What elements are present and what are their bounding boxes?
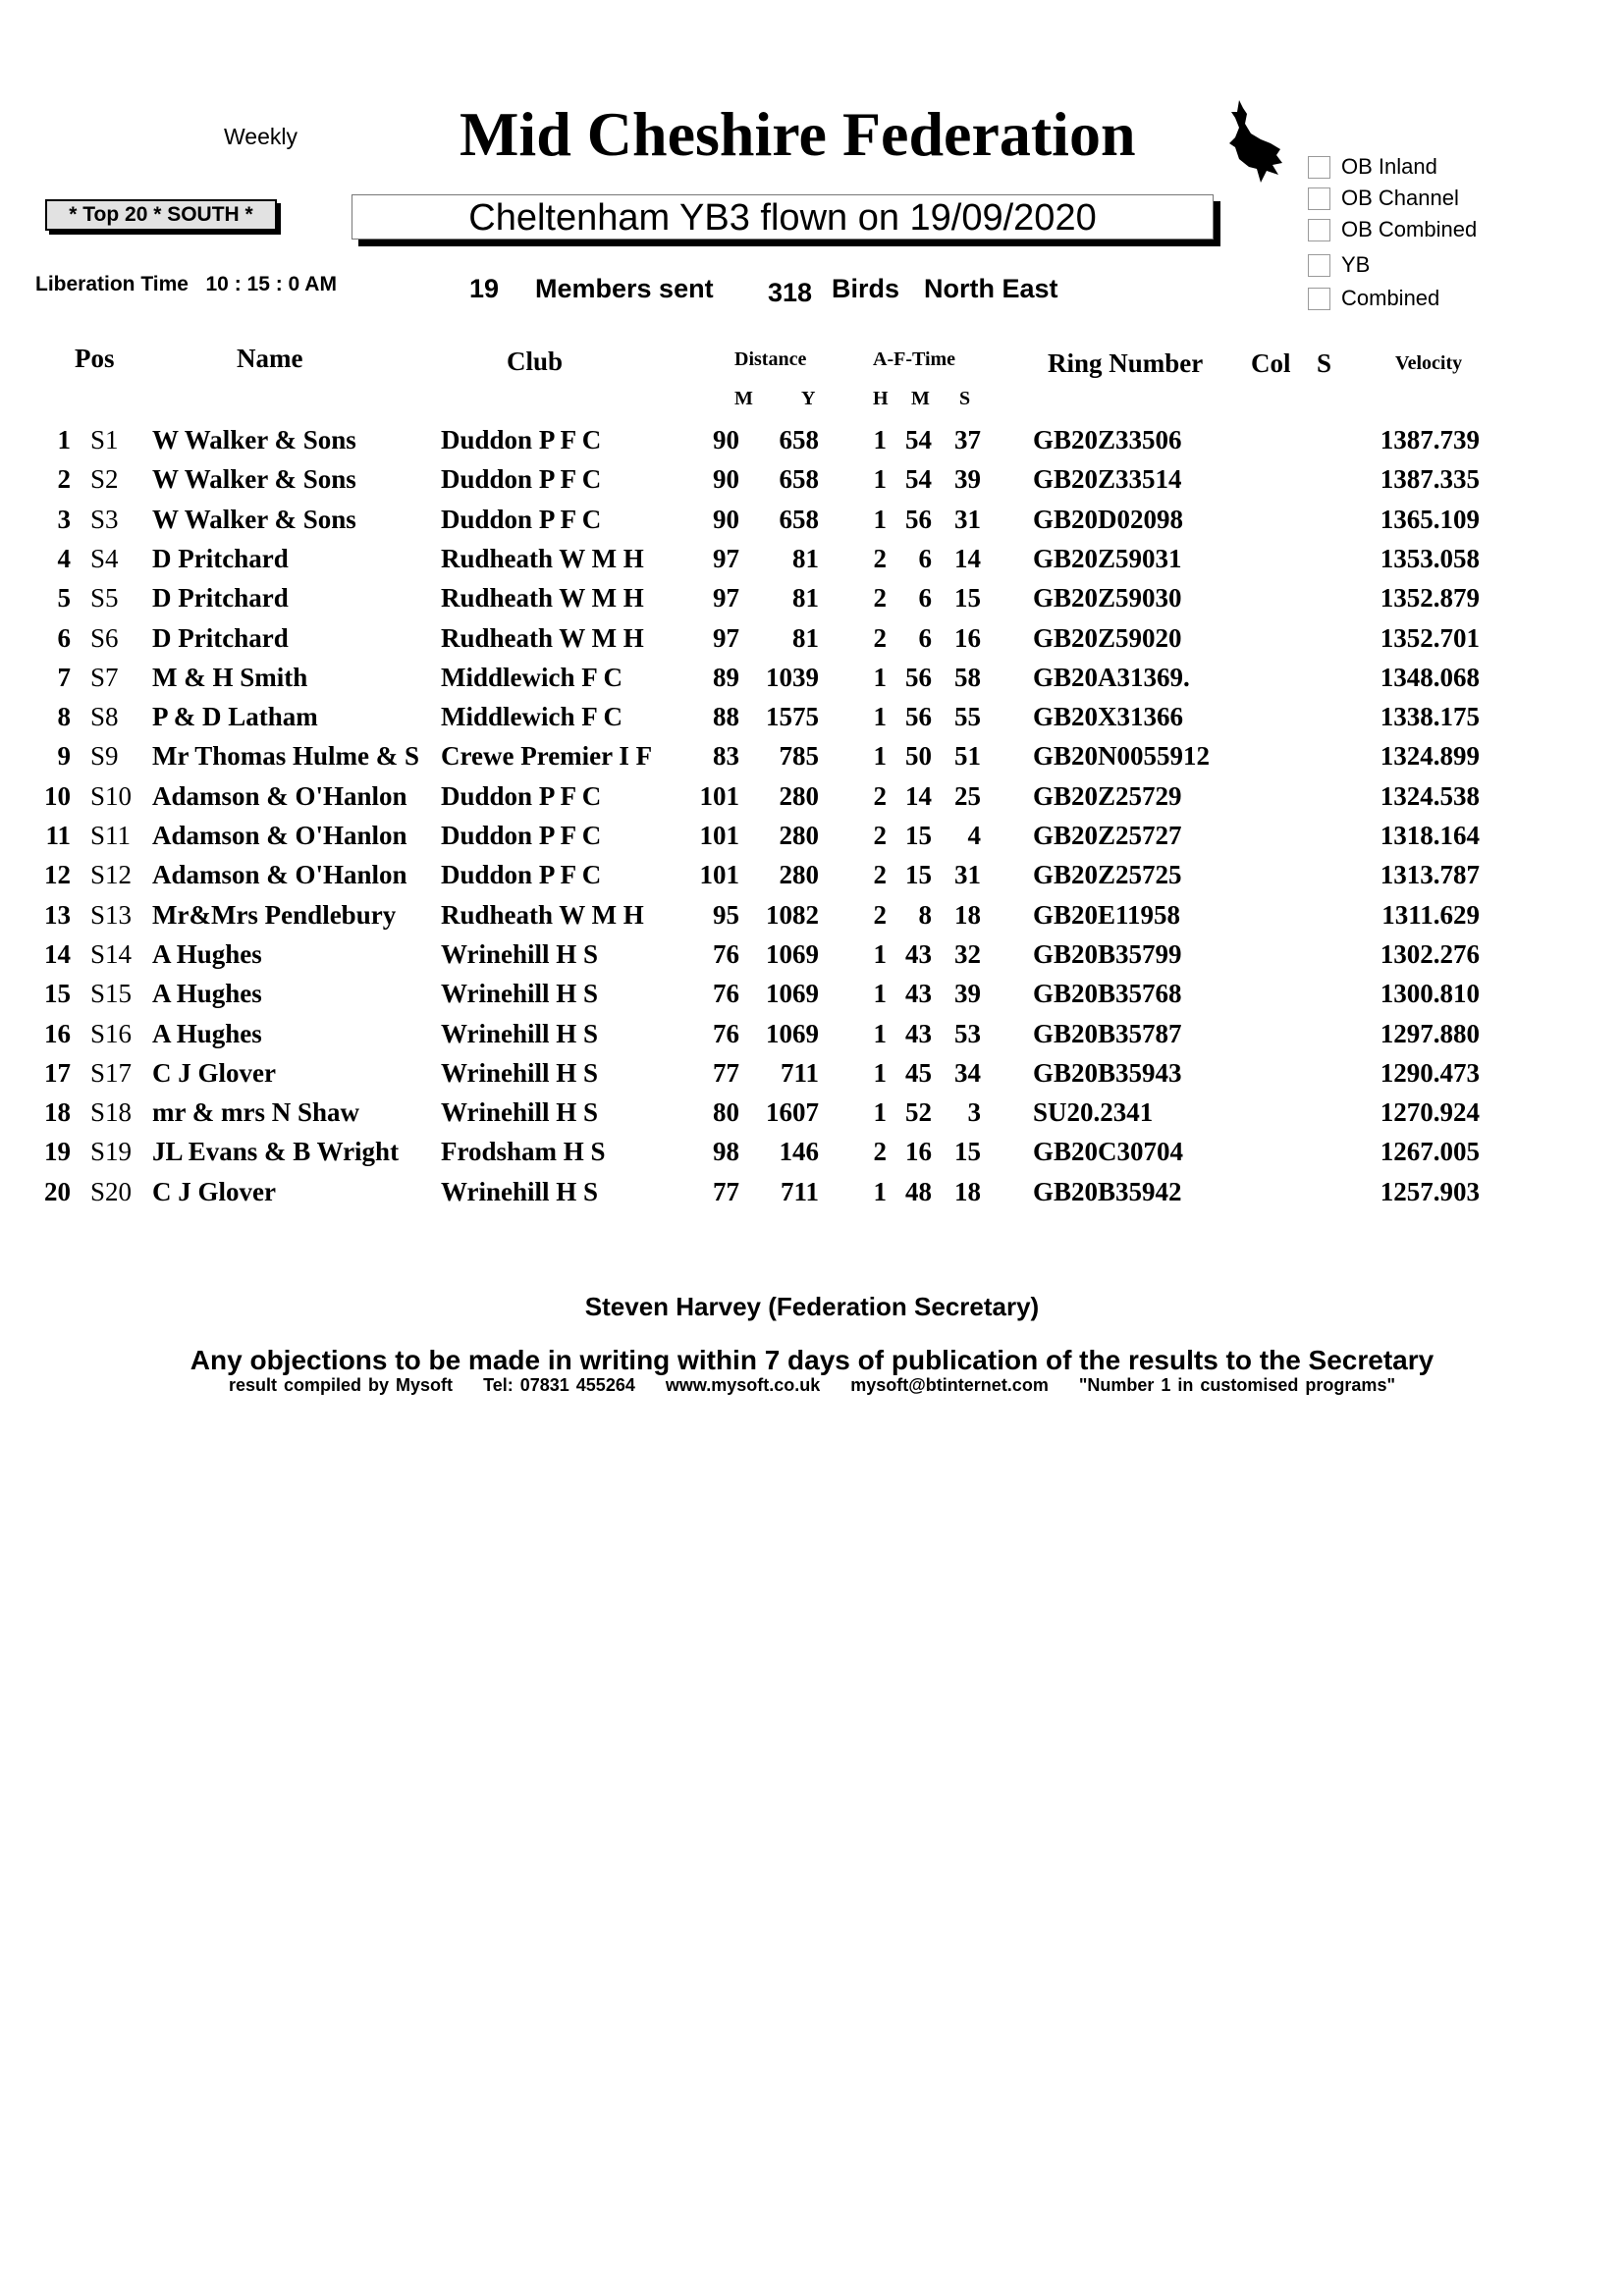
row-section: S19 xyxy=(90,1137,133,1167)
row-club: Rudheath W M H xyxy=(441,899,644,930)
row-section: S14 xyxy=(90,938,133,969)
row-yards: 785 xyxy=(779,741,819,772)
row-yards: 280 xyxy=(779,780,819,811)
row-minutes: 50 xyxy=(905,741,932,772)
row-name: D Pritchard xyxy=(152,583,289,614)
row-yards: 711 xyxy=(780,1176,819,1206)
row-velocity: 1297.880 xyxy=(1380,1018,1480,1048)
row-ring-number: GB20E11958 xyxy=(1033,899,1181,930)
row-miles: 90 xyxy=(713,504,739,534)
row-minutes: 48 xyxy=(905,1176,932,1206)
row-minutes: 8 xyxy=(918,899,932,930)
row-hours: 2 xyxy=(873,622,887,653)
row-ring-number: GB20D02098 xyxy=(1033,504,1184,534)
row-ring-number: GB20N0055912 xyxy=(1033,741,1211,772)
objections-note: Any objections to be made in writing within 7 days of publication of the results to the Secretary xyxy=(189,1345,1435,1375)
row-position: 11 xyxy=(45,821,71,850)
col-header-velocity: Velocity xyxy=(1395,352,1463,374)
checkbox-icon[interactable] xyxy=(1308,219,1330,241)
row-club: Crewe Premier I F xyxy=(441,741,653,772)
row-velocity: 1352.701 xyxy=(1380,622,1480,653)
members-label: Members sent xyxy=(535,274,714,303)
compiler-slogan: "Number 1 in customised programs" xyxy=(1078,1375,1395,1395)
row-hours: 1 xyxy=(873,464,887,495)
row-position: 1 xyxy=(57,425,71,454)
table-row xyxy=(0,500,1624,539)
row-club: Rudheath W M H xyxy=(441,622,644,653)
row-hours: 1 xyxy=(873,1057,887,1088)
col-header-ring: Ring Number xyxy=(1048,348,1204,378)
row-position: 12 xyxy=(44,860,71,890)
row-hours: 1 xyxy=(873,1097,887,1128)
row-velocity: 1318.164 xyxy=(1380,821,1480,850)
option-ob-channel[interactable] xyxy=(1308,186,1459,215)
checkbox-icon[interactable] xyxy=(1308,254,1330,277)
table-row xyxy=(0,1132,1624,1171)
row-minutes: 14 xyxy=(905,780,932,811)
row-section: S20 xyxy=(90,1176,133,1206)
row-section: S18 xyxy=(90,1097,133,1128)
row-club: Wrinehill H S xyxy=(441,938,599,969)
option-label: Combined xyxy=(1341,286,1440,310)
row-miles: 101 xyxy=(699,780,739,811)
row-ring-number: GB20C30704 xyxy=(1033,1137,1184,1167)
row-name: Adamson & O'Hanlon xyxy=(152,780,407,811)
row-hours: 1 xyxy=(873,938,887,969)
row-club: Duddon P F C xyxy=(441,860,602,890)
row-velocity: 1290.473 xyxy=(1380,1057,1480,1088)
row-position: 6 xyxy=(57,622,71,653)
table-row xyxy=(0,736,1624,775)
row-yards: 711 xyxy=(780,1057,819,1088)
row-miles: 101 xyxy=(699,860,739,890)
row-miles: 90 xyxy=(713,425,739,454)
row-miles: 97 xyxy=(713,543,739,573)
row-velocity: 1387.335 xyxy=(1380,464,1480,495)
row-seconds: 31 xyxy=(954,504,981,534)
liberation-time xyxy=(35,273,337,296)
row-ring-number: SU20.2341 xyxy=(1033,1097,1154,1128)
section-badge: * Top 20 * SOUTH * xyxy=(45,199,277,231)
checkbox-icon[interactable] xyxy=(1308,156,1330,179)
row-minutes: 43 xyxy=(905,979,932,1009)
row-section: S1 xyxy=(90,425,119,454)
option-ob-combined[interactable] xyxy=(1308,217,1477,246)
row-yards: 1575 xyxy=(766,702,819,732)
row-position: 14 xyxy=(44,938,71,969)
row-name: M & H Smith xyxy=(152,662,308,692)
table-row xyxy=(0,855,1624,894)
table-row xyxy=(0,1053,1624,1093)
row-name: A Hughes xyxy=(152,1018,262,1048)
row-name: A Hughes xyxy=(152,938,262,969)
compiler-website[interactable]: www.mysoft.co.uk xyxy=(665,1375,821,1395)
row-position: 15 xyxy=(44,979,71,1009)
row-club: Middlewich F C xyxy=(441,662,623,692)
row-ring-number: GB20Z33506 xyxy=(1033,425,1182,454)
row-velocity: 1313.787 xyxy=(1380,860,1480,890)
row-hours: 1 xyxy=(873,662,887,692)
row-name: W Walker & Sons xyxy=(152,425,356,454)
compiler-phone: Tel: 07831 455264 xyxy=(483,1375,635,1395)
row-section: S10 xyxy=(90,780,133,811)
row-ring-number: GB20Z59031 xyxy=(1033,543,1182,573)
table-row xyxy=(0,895,1624,934)
row-miles: 77 xyxy=(713,1057,739,1088)
row-hours: 2 xyxy=(873,899,887,930)
row-seconds: 39 xyxy=(954,979,981,1009)
table-row xyxy=(0,1172,1624,1211)
row-ring-number: GB20Z25727 xyxy=(1033,821,1182,850)
row-section: S9 xyxy=(90,741,119,772)
row-section: S6 xyxy=(90,622,119,653)
table-row xyxy=(0,1093,1624,1132)
row-minutes: 15 xyxy=(905,821,932,850)
col-header-pos: Pos xyxy=(75,344,115,373)
row-section: S7 xyxy=(90,662,119,692)
birds-label: Birds xyxy=(832,274,900,303)
liberation-time-value: 10 : 15 : 0 AM xyxy=(205,273,337,295)
row-minutes: 6 xyxy=(918,583,932,614)
row-yards: 658 xyxy=(779,425,819,454)
row-name: D Pritchard xyxy=(152,622,289,653)
row-yards: 1607 xyxy=(766,1097,819,1128)
row-name: Mr Thomas Hulme & S xyxy=(152,741,420,772)
table-row xyxy=(0,776,1624,816)
row-hours: 1 xyxy=(873,1018,887,1048)
row-ring-number: GB20Z25725 xyxy=(1033,860,1182,890)
row-seconds: 34 xyxy=(954,1057,981,1088)
row-ring-number: GB20A31369. xyxy=(1033,662,1190,692)
col-subheader-miles: M xyxy=(734,388,753,409)
row-velocity: 1353.058 xyxy=(1380,543,1480,573)
row-section: S16 xyxy=(90,1018,133,1048)
row-hours: 2 xyxy=(873,1137,887,1167)
row-yards: 280 xyxy=(779,821,819,850)
table-row xyxy=(0,816,1624,855)
row-seconds: 4 xyxy=(967,821,981,850)
row-position: 4 xyxy=(57,543,71,573)
row-miles: 90 xyxy=(713,464,739,495)
row-club: Duddon P F C xyxy=(441,821,602,850)
row-minutes: 52 xyxy=(905,1097,932,1128)
table-row xyxy=(0,459,1624,499)
row-club: Duddon P F C xyxy=(441,504,602,534)
table-row xyxy=(0,934,1624,974)
row-seconds: 18 xyxy=(954,899,981,930)
checkbox-icon[interactable] xyxy=(1308,288,1330,310)
row-velocity: 1324.538 xyxy=(1380,780,1480,811)
row-velocity: 1324.899 xyxy=(1380,741,1480,772)
row-section: S8 xyxy=(90,702,119,732)
row-yards: 1069 xyxy=(766,979,819,1009)
col-subheader-seconds: S xyxy=(959,388,971,409)
row-miles: 77 xyxy=(713,1176,739,1206)
compiled-by: result compiled by Mysoft xyxy=(229,1375,454,1395)
row-hours: 1 xyxy=(873,702,887,732)
liberation-label: Liberation Time xyxy=(35,273,189,295)
option-yb[interactable] xyxy=(1308,252,1370,282)
row-hours: 1 xyxy=(873,1176,887,1206)
table-row xyxy=(0,618,1624,658)
row-name: C J Glover xyxy=(152,1057,276,1088)
row-ring-number: GB20Z59030 xyxy=(1033,583,1182,614)
row-section: S5 xyxy=(90,583,119,614)
row-name: Adamson & O'Hanlon xyxy=(152,821,407,850)
row-club: Middlewich F C xyxy=(441,702,623,732)
row-club: Wrinehill H S xyxy=(441,1176,599,1206)
row-name: P & D Latham xyxy=(152,702,318,732)
row-section: S2 xyxy=(90,464,119,495)
col-header-name: Name xyxy=(237,344,303,373)
row-position: 10 xyxy=(44,780,71,811)
row-yards: 81 xyxy=(792,622,819,653)
row-section: S3 xyxy=(90,504,119,534)
weekly-label: Weekly xyxy=(224,124,298,149)
row-velocity: 1352.879 xyxy=(1380,583,1480,614)
row-ring-number: GB20Z25729 xyxy=(1033,780,1182,811)
row-miles: 80 xyxy=(713,1097,739,1128)
row-seconds: 39 xyxy=(954,464,981,495)
row-ring-number: GB20Z59020 xyxy=(1033,622,1182,653)
row-yards: 1039 xyxy=(766,662,819,692)
row-seconds: 14 xyxy=(954,543,981,573)
row-hours: 2 xyxy=(873,583,887,614)
row-velocity: 1348.068 xyxy=(1380,662,1480,692)
row-club: Frodsham H S xyxy=(441,1137,606,1167)
row-miles: 98 xyxy=(713,1137,739,1167)
compiled-by-line xyxy=(0,1375,1624,1396)
row-seconds: 15 xyxy=(954,583,981,614)
row-seconds: 51 xyxy=(954,741,981,772)
row-miles: 76 xyxy=(713,1018,739,1048)
row-minutes: 54 xyxy=(905,464,932,495)
table-row xyxy=(0,974,1624,1013)
row-name: W Walker & Sons xyxy=(152,504,356,534)
col-header-club: Club xyxy=(507,347,564,376)
row-ring-number: GB20Z33514 xyxy=(1033,464,1182,495)
row-velocity: 1338.175 xyxy=(1380,702,1480,732)
row-miles: 88 xyxy=(713,702,739,732)
row-seconds: 31 xyxy=(954,860,981,890)
members-count: 19 xyxy=(469,274,500,303)
option-label: OB Channel xyxy=(1341,186,1459,210)
row-minutes: 6 xyxy=(918,622,932,653)
row-minutes: 6 xyxy=(918,543,932,573)
row-minutes: 54 xyxy=(905,425,932,454)
row-position: 2 xyxy=(57,464,71,495)
row-miles: 76 xyxy=(713,938,739,969)
row-club: Duddon P F C xyxy=(441,425,602,454)
row-position: 19 xyxy=(44,1137,71,1167)
row-club: Wrinehill H S xyxy=(441,1057,599,1088)
row-yards: 146 xyxy=(779,1137,819,1167)
row-name: A Hughes xyxy=(152,979,262,1009)
row-club: Duddon P F C xyxy=(441,464,602,495)
row-velocity: 1300.810 xyxy=(1380,979,1480,1009)
col-header-aftime: A-F-Time xyxy=(873,348,956,370)
row-hours: 1 xyxy=(873,425,887,454)
row-hours: 2 xyxy=(873,780,887,811)
row-club: Rudheath W M H xyxy=(441,583,644,614)
race-title-box xyxy=(352,194,1214,240)
option-combined[interactable] xyxy=(1308,286,1439,315)
row-minutes: 15 xyxy=(905,860,932,890)
row-velocity: 1267.005 xyxy=(1380,1137,1480,1167)
row-section: S13 xyxy=(90,899,133,930)
table-row xyxy=(0,658,1624,697)
row-ring-number: GB20B35768 xyxy=(1033,979,1182,1009)
row-name: mr & mrs N Shaw xyxy=(152,1097,359,1128)
row-seconds: 53 xyxy=(954,1018,981,1048)
row-seconds: 32 xyxy=(954,938,981,969)
row-yards: 81 xyxy=(792,543,819,573)
row-yards: 658 xyxy=(779,464,819,495)
row-section: S15 xyxy=(90,979,133,1009)
row-miles: 76 xyxy=(713,979,739,1009)
row-miles: 101 xyxy=(699,821,739,850)
row-hours: 1 xyxy=(873,979,887,1009)
row-seconds: 15 xyxy=(954,1137,981,1167)
row-ring-number: GB20B35799 xyxy=(1033,938,1182,969)
row-yards: 1069 xyxy=(766,938,819,969)
row-yards: 1069 xyxy=(766,1018,819,1048)
compiler-email[interactable]: mysoft@btinternet.com xyxy=(850,1375,1049,1395)
row-minutes: 43 xyxy=(905,938,932,969)
row-name: C J Glover xyxy=(152,1176,276,1206)
row-section: S12 xyxy=(90,860,133,890)
col-subheader-hours: H xyxy=(873,388,889,409)
option-label: YB xyxy=(1341,252,1371,277)
row-position: 16 xyxy=(44,1018,71,1048)
row-hours: 2 xyxy=(873,860,887,890)
row-yards: 1082 xyxy=(766,899,819,930)
row-position: 20 xyxy=(44,1176,71,1206)
table-row xyxy=(0,539,1624,578)
row-velocity: 1365.109 xyxy=(1380,504,1480,534)
option-ob-inland[interactable] xyxy=(1308,154,1437,184)
row-miles: 89 xyxy=(713,662,739,692)
row-velocity: 1270.924 xyxy=(1380,1097,1480,1128)
row-ring-number: GB20B35942 xyxy=(1033,1176,1182,1206)
row-seconds: 58 xyxy=(954,662,981,692)
row-name: Mr&Mrs Pendlebury xyxy=(152,899,397,930)
page-title: Mid Cheshire Federation xyxy=(460,99,1136,169)
col-header-s: S xyxy=(1317,348,1332,378)
row-section: S17 xyxy=(90,1057,133,1088)
row-name: W Walker & Sons xyxy=(152,464,356,495)
row-name: JL Evans & B Wright xyxy=(152,1137,400,1167)
row-velocity: 1387.739 xyxy=(1380,425,1480,454)
row-name: D Pritchard xyxy=(152,543,289,573)
birds-count: 318 xyxy=(768,278,813,307)
row-club: Wrinehill H S xyxy=(441,979,599,1009)
row-hours: 1 xyxy=(873,504,887,534)
row-velocity: 1257.903 xyxy=(1380,1176,1480,1206)
row-position: 5 xyxy=(57,583,71,614)
row-seconds: 16 xyxy=(954,622,981,653)
row-club: Wrinehill H S xyxy=(441,1018,599,1048)
row-position: 7 xyxy=(57,662,71,692)
row-position: 17 xyxy=(44,1057,71,1088)
row-yards: 658 xyxy=(779,504,819,534)
table-row xyxy=(0,420,1624,459)
row-velocity: 1311.629 xyxy=(1381,899,1480,930)
row-miles: 95 xyxy=(713,899,739,930)
row-position: 3 xyxy=(57,504,71,534)
table-row xyxy=(0,697,1624,736)
table-row xyxy=(0,1014,1624,1053)
row-seconds: 55 xyxy=(954,702,981,732)
col-header-col: Col xyxy=(1251,348,1291,378)
option-label: OB Inland xyxy=(1341,154,1437,179)
row-ring-number: GB20B35787 xyxy=(1033,1018,1182,1048)
col-header-distance: Distance xyxy=(734,348,807,370)
col-subheader-yards: Y xyxy=(801,388,816,409)
row-minutes: 16 xyxy=(905,1137,932,1167)
row-club: Wrinehill H S xyxy=(441,1097,599,1128)
row-ring-number: GB20X31366 xyxy=(1033,702,1184,732)
row-seconds: 25 xyxy=(954,780,981,811)
row-position: 13 xyxy=(44,899,71,930)
row-minutes: 45 xyxy=(905,1057,932,1088)
row-velocity: 1302.276 xyxy=(1380,938,1480,969)
secretary-line: Steven Harvey (Federation Secretary) xyxy=(584,1292,1040,1321)
row-seconds: 18 xyxy=(954,1176,981,1206)
row-position: 18 xyxy=(44,1097,71,1128)
row-minutes: 56 xyxy=(905,662,932,692)
row-minutes: 56 xyxy=(905,702,932,732)
row-position: 8 xyxy=(57,702,71,732)
table-row xyxy=(0,578,1624,617)
row-club: Rudheath W M H xyxy=(441,543,644,573)
option-label: OB Combined xyxy=(1341,217,1478,241)
row-seconds: 37 xyxy=(954,425,981,454)
row-position: 9 xyxy=(57,741,71,772)
row-hours: 2 xyxy=(873,543,887,573)
row-hours: 1 xyxy=(873,741,887,772)
row-miles: 83 xyxy=(713,741,739,772)
row-name: Adamson & O'Hanlon xyxy=(152,860,407,890)
checkbox-icon[interactable] xyxy=(1308,187,1330,210)
row-hours: 2 xyxy=(873,821,887,850)
row-seconds: 3 xyxy=(967,1097,981,1128)
row-miles: 97 xyxy=(713,622,739,653)
col-subheader-minutes: M xyxy=(911,388,930,409)
row-minutes: 43 xyxy=(905,1018,932,1048)
row-club: Duddon P F C xyxy=(441,780,602,811)
row-section: S11 xyxy=(90,821,132,850)
row-miles: 97 xyxy=(713,583,739,614)
race-title: Cheltenham YB3 flown on 19/09/2020 xyxy=(468,197,1097,239)
row-yards: 81 xyxy=(792,583,819,614)
row-yards: 280 xyxy=(779,860,819,890)
direction: North East xyxy=(924,274,1058,303)
row-minutes: 56 xyxy=(905,504,932,534)
row-section: S4 xyxy=(90,543,119,573)
pigeon-logo-icon xyxy=(1225,98,1282,183)
row-ring-number: GB20B35943 xyxy=(1033,1057,1182,1088)
